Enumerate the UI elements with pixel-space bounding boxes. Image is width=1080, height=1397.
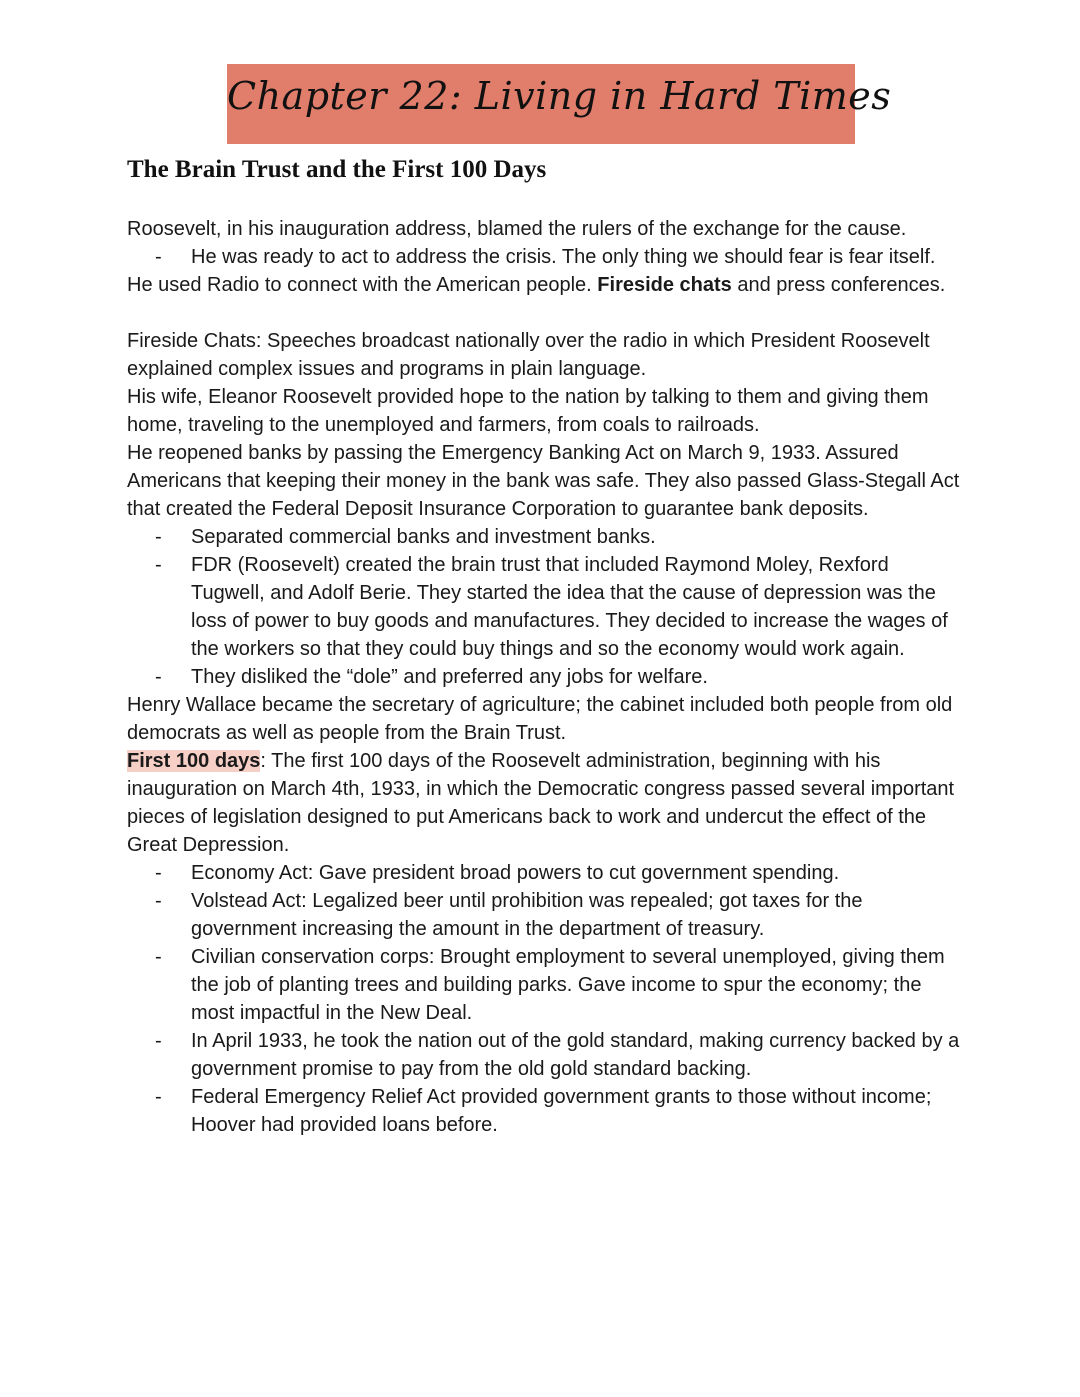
bullet-brain-trust: - FDR (Roosevelt) created the brain trust that included Raymond Moley, Rexford Tugwell, and Adolf Berie. They started the idea that the cause of depression was the loss of power to buy goods and manufactures. They decided to increase the wages of the workers so that they could buy things and so the economy would work again.: [127, 551, 967, 663]
bullet-volstead-act: - Volstead Act: Legalized beer until prohibition was repealed; got taxes for the government increasing the amount in the department of treasury.: [127, 887, 967, 943]
bullet-gold-standard: - In April 1933, he took the nation out of the gold standard, making currency backed by a government promise to pay from the old gold standard backing.: [127, 1027, 967, 1083]
paragraph-radio: [127, 271, 967, 299]
notes-body: [127, 215, 967, 1139]
paragraph-fireside-definition: Fireside Chats: Speeches broadcast nationally over the radio in which President Roosevelt explained complex issues and programs in plain language.: [127, 330, 930, 380]
first-100-days-definition: : The first 100 days of the Roosevelt administration, beginning with his inauguration on March 4th, 1933, in which the Democratic congress passed several important pieces of legislation designed to put Americans back to work and undercut the effect of the Great Depression.: [127, 750, 955, 856]
paragraph-first-100-days: [127, 747, 967, 859]
paragraph-inauguration: Roosevelt, in his inauguration address, blamed the rulers of the exchange for the cause.: [127, 218, 907, 240]
paragraph-eleanor: His wife, Eleanor Roosevelt provided hope to the nation by talking to them and giving them home, traveling to the unemployed and farmers, from coals to railroads.: [127, 386, 929, 436]
first-100-days-term: First 100 days: [127, 750, 261, 772]
bullet-separated-banks: - Separated commercial banks and investment banks.: [127, 523, 967, 551]
paragraph-gap: [127, 299, 967, 327]
fireside-chats-term: Fireside chats: [597, 274, 732, 296]
bullet-dole: - They disliked the “dole” and preferred any jobs for welfare.: [127, 663, 967, 691]
radio-text-post: and press conferences.: [731, 274, 946, 296]
radio-text-pre: He used Radio to connect with the American people.: [127, 274, 598, 296]
title-banner: [227, 64, 892, 144]
bullet-economy-act: - Economy Act: Gave president broad powers to cut government spending.: [127, 859, 967, 887]
paragraph-wallace: Henry Wallace became the secretary of agriculture; the cabinet included both people from old democrats as well as people from the Brain Trust.: [127, 694, 953, 744]
page-title: Chapter 22: Living in Hard Times: [227, 74, 892, 118]
bullet-fera: - Federal Emergency Relief Act provided government grants to those without income; Hoover had provided loans before.: [127, 1083, 967, 1139]
section-heading: The Brain Trust and the First 100 Days: [127, 156, 547, 183]
paragraph-banking-act: He reopened banks by passing the Emergency Banking Act on March 9, 1933. Assured Americans that keeping their money in the bank was safe. They also passed Glass-Stegall Act that created the Federal Deposit Insurance Corporation to guarantee bank deposits.: [127, 442, 960, 520]
bullet-fear-itself: - He was ready to act to address the crisis. The only thing we should fear is fear itself.: [127, 243, 967, 271]
bullet-ccc: - Civilian conservation corps: Brought employment to several unemployed, giving them the job of planting trees and building parks. Gave income to spur the economy; the most impactful in the New Deal.: [127, 943, 967, 1027]
